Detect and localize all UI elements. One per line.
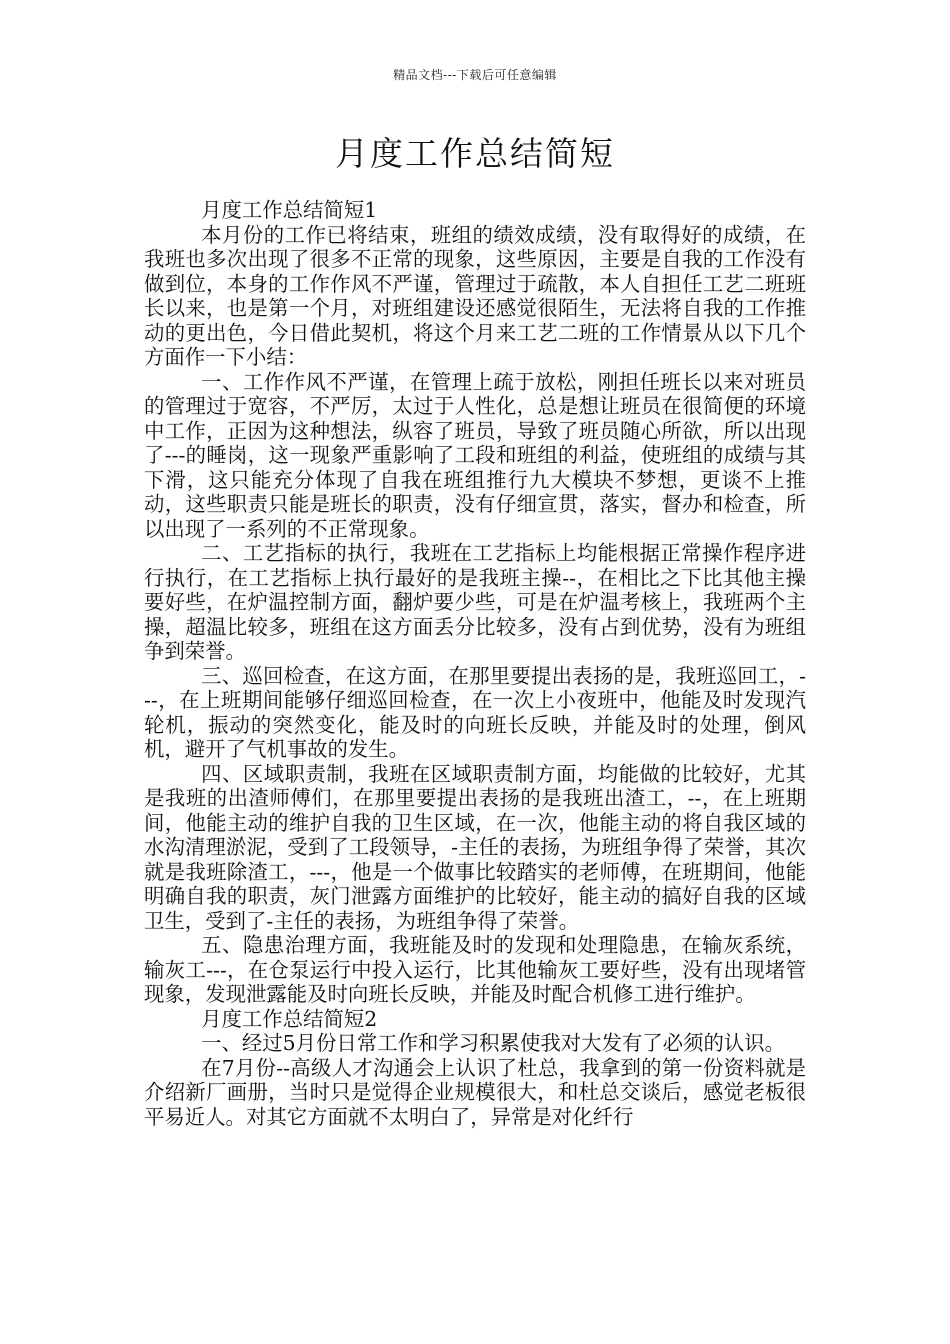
paragraph: 本月份的工作已将结束，班组的绩效成绩，没有取得好的成绩，在我班也多次出现了很多不正常的现象，这些原因，主要是自我的工作没有做到位，本身的工作作风不严谨，管理过于疏散，本人自担任工艺二班班长以来，也是第一个月，对班组建设还感觉很陌生，无法将自我的工作推动的更出色，今日借此契机，将这个月来工艺二班的工作情景从以下几个方面作一下小结： [144, 222, 806, 369]
paragraph: 在7月份--高级人才沟通会上认识了杜总，我拿到的第一份资料就是介绍新厂画册，当时只是觉得企业规模很大，和杜总交谈后，感觉老板很平易近人。对其它方面就不太明白了，异常是对化纤行 [144, 1055, 806, 1129]
paragraph: 二、工艺指标的执行，我班在工艺指标上均能根据正常操作程序进行执行，在工艺指标上执行最好的是我班主操--，在相比之下比其他主操要好些，在炉温控制方面，翻炉要少些，可是在炉温考核上，我班两个主操，超温比较多，班组在这方面丢分比较多，没有占到优势，没有为班组争到荣誉。 [144, 541, 806, 663]
paragraph: 三、巡回检查，在这方面，在那里要提出表扬的是，我班巡回工，---，在上班期间能够仔细巡回检查，在一次上小夜班中，他能及时发现汽轮机，振动的突然变化，能及时的向班长反映，并能及时的处理，倒风机，避开了气机事故的发生。 [144, 663, 806, 761]
paragraph: 五、隐患治理方面，我班能及时的发现和处理隐患，在输灰系统，输灰工---，在仓泵运行中投入运行，比其他输灰工要好些，没有出现堵管现象，发现泄露能及时向班长反映，并能及时配合机修工进行维护。 [144, 933, 806, 1006]
header-note: 精品文档---下载后可任意编辑 [393, 68, 557, 82]
paragraph: 四、区域职责制，我班在区域职责制方面，均能做的比较好，尤其是我班的出渣师傅们，在那里要提出表扬的是我班出渣工，--，在上班期间，他能主动的维护自我的卫生区域，在一次，他能主动的将自我区域的水沟清理淤泥，受到了工段领导，-主任的表扬，为班组争得了荣誉，其次就是我班除渣工，---，他是一个做事比较踏实的老师傅，在班期间，他能明确自我的职责，灰门泄露方面维护的比较好，能主动的搞好自我的区域卫生，受到了-主任的表扬，为班组争得了荣誉。 [144, 761, 806, 933]
paragraph: 一、经过5月份日常工作和学习积累使我对大发有了必须的认识。 [201, 1031, 786, 1055]
document-body [144, 198, 806, 1129]
section-heading: 月度工作总结简短1 [201, 198, 378, 222]
section-heading: 月度工作总结简短2 [201, 1006, 378, 1031]
document-title: 月度工作总结简短 [335, 134, 615, 173]
paragraph: 一、工作作风不严谨，在管理上疏于放松，刚担任班长以来对班员的管理过于宽容，不严厉，太过于人性化，总是想让班员在很简便的环境中工作，正因为这种想法，纵容了班员，导致了班员随心所欲，所以出现了---的睡岗，这一现象严重影响了工段和班组的利益，使班组的成绩与其下滑，这只能充分体现了自我在班组推行九大模块不梦想，更谈不上推动，这些职责只能是班长的职责，没有仔细宣贯，落实，督办和检查，所以出现了一系列的不正常现象。 [144, 369, 806, 541]
